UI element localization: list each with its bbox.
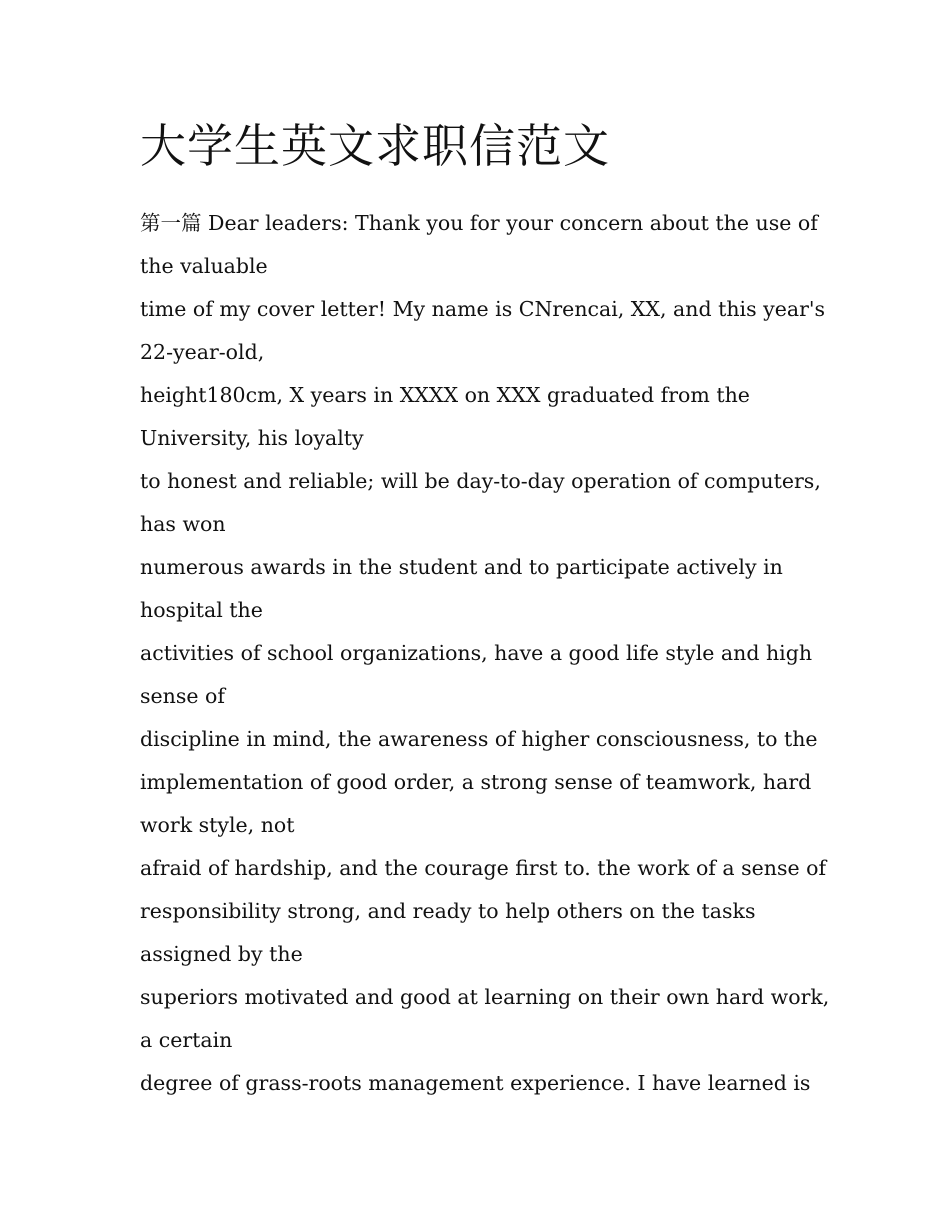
body-line: activities of school organizations, have a good life style and high	[140, 641, 813, 665]
body-line: implementation of good order, a strong sense of teamwork, hard	[140, 770, 812, 794]
document-body	[140, 202, 830, 1105]
body-line: to honest and reliable; will be day-to-day operation of computers,	[140, 469, 821, 493]
body-line: has won	[140, 512, 226, 536]
body-line: assigned by the	[140, 942, 303, 966]
body-line: responsibility strong, and ready to help others on the tasks	[140, 899, 756, 923]
body-line: time of my cover letter! My name is CNrencai, XX, and this year's	[140, 297, 826, 321]
body-line: 22-year-old,	[140, 340, 265, 364]
body-line: hospital the	[140, 598, 263, 622]
body-line: the valuable	[140, 254, 268, 278]
body-line: work style, not	[140, 813, 295, 837]
body-line: afraid of hardship, and the courage first to. the work of a sense of	[140, 856, 827, 880]
body-line: sense of	[140, 684, 225, 708]
body-line: height180cm, X years in XXXX on XXX graduated from the	[140, 383, 750, 407]
body-line: 第一篇 Dear leaders: Thank you for your concern about the use of	[140, 211, 818, 235]
document-title: 大学生英文求职信范文	[140, 119, 610, 173]
body-line: discipline in mind, the awareness of higher consciousness, to the	[140, 727, 818, 751]
body-line: superiors motivated and good at learning on their own hard work,	[140, 985, 830, 1009]
body-line: degree of grass-roots management experience. I have learned is	[140, 1071, 811, 1095]
body-line: numerous awards in the student and to participate actively in	[140, 555, 783, 579]
body-line: a certain	[140, 1028, 233, 1052]
body-line: University, his loyalty	[140, 426, 364, 450]
